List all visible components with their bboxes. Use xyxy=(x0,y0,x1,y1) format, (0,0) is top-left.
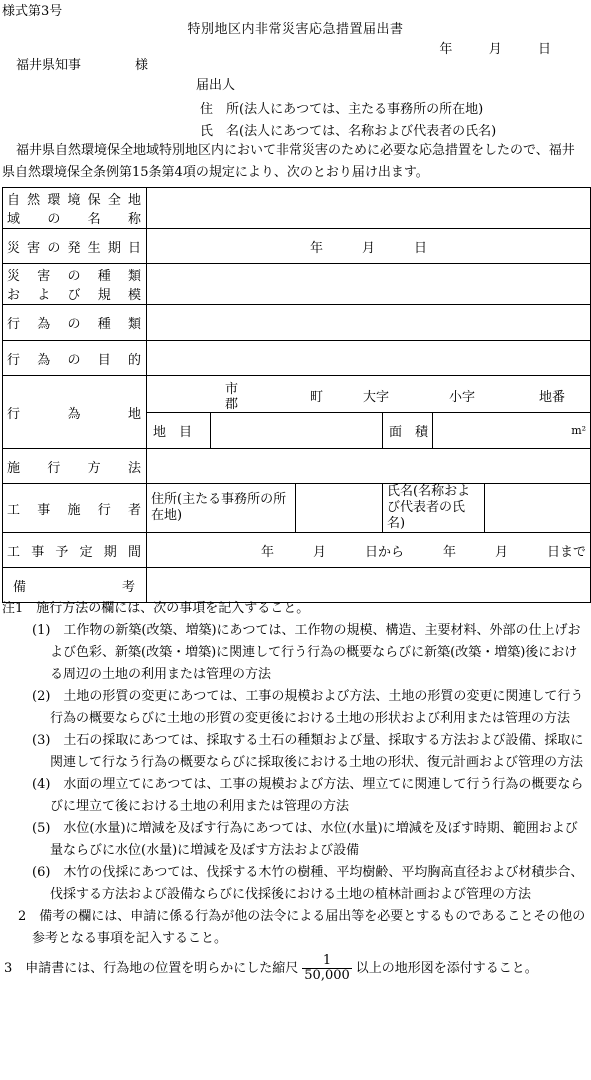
scale-denominator: 50,000 xyxy=(304,968,350,983)
note-2: 2 備考の欄には、申請に係る行為が他の法令による届出等を必要とするものであることその他の参考となる事項を記入すること。 xyxy=(18,909,586,946)
place-chiban: 地番 xyxy=(539,390,566,405)
applicant-name-label: 氏 名(法人にあつては、名称および代表者の氏名) xyxy=(200,124,497,139)
date-line xyxy=(439,38,551,57)
row-act-purpose xyxy=(3,341,591,376)
label-contractor-name: 氏名(名称および代表者の氏名) xyxy=(383,484,485,533)
document-title: 特別地区内非常災害応急措置届出書 xyxy=(187,22,404,37)
place-oaza: 大字 xyxy=(363,390,390,405)
note-1-item-1: (1) 工作物の新築(改築、増築)にあつては、工作物の規模、構造、主要材料、外部の仕上げおよび色彩、新築(改築・増築)に関連して行う行為の概要ならびに新築(改築・増築)後における周辺の土地の利用または管理の方法 xyxy=(32,623,581,682)
note-1-item-4: (4) 水面の埋立てにあつては、工事の規模および方法、埋立てに関連して行う行為の概要ならびに埋立て後における土地の利用または管理の方法 xyxy=(32,777,584,814)
place-koaza: 小字 xyxy=(449,390,476,405)
label-method: 施 行 方 法 xyxy=(3,449,147,484)
note-3 xyxy=(2,954,590,983)
field-disaster-type[interactable] xyxy=(147,264,591,305)
field-disaster-date[interactable]: 年 月 日 xyxy=(147,229,591,264)
label-schedule: 工事予定期間 xyxy=(3,533,147,568)
field-act-type[interactable] xyxy=(147,305,591,341)
row-area-name xyxy=(3,188,591,229)
place-shi: 市 xyxy=(225,382,239,397)
row-act-place-location xyxy=(3,376,591,413)
row-disaster-date xyxy=(3,229,591,264)
label-act-purpose: 行 為 の 目 的 xyxy=(3,341,147,376)
scale-fraction xyxy=(302,954,352,983)
label-act-type: 行 為 の 種 類 xyxy=(3,305,147,341)
row-act-type xyxy=(3,305,591,341)
row-method xyxy=(3,449,591,484)
note-1-item-6: (6) 木竹の伐採にあつては、伐採する木竹の樹種、平均樹齢、平均胸高直径および材積歩合、伐採する方法および設備ならびに伐採後における土地の植林計画および管理の方法 xyxy=(32,865,584,902)
addressee xyxy=(16,54,148,73)
place-machi: 町 xyxy=(310,390,324,405)
addressee-suffix: 様 xyxy=(135,58,149,73)
field-area-name[interactable] xyxy=(147,188,591,229)
scale-numerator: 1 xyxy=(302,954,352,969)
applicant-address-label: 住 所(法人にあつては、主たる事務所の所在地) xyxy=(200,102,484,117)
field-act-purpose[interactable] xyxy=(147,341,591,376)
label-chimoku: 地 目 xyxy=(147,413,211,449)
label-disaster-type: 災 害 の 種 類 お よ び 規 模 xyxy=(3,264,147,305)
unit-m2: m² xyxy=(571,424,587,437)
field-method[interactable] xyxy=(147,449,591,484)
field-chimoku[interactable] xyxy=(211,413,383,449)
note-1-item-3: (3) 土石の採取にあつては、採取する土石の種類および量、採取する方法および設備、採取に関連して行なう行為の概要ならびに採取後における土地の形状、復元計画および管理の方法 xyxy=(32,733,584,770)
field-menseki[interactable] xyxy=(433,413,591,449)
note-1-item-5: (5) 水位(水量)に増減を及ぼす行為にあつては、水位(水量)に増減を及ぼす時期、範囲および量ならびに水位(水量)に増減を及ぼす方法および設備 xyxy=(32,821,578,858)
row-contractor xyxy=(3,484,591,533)
row-schedule xyxy=(3,533,591,568)
field-contractor-address[interactable] xyxy=(296,484,383,533)
date-day: 日 xyxy=(537,42,551,57)
date-month: 月 xyxy=(488,42,502,57)
note-3-pre: 3 申請書には、行為地の位置を明らかにした縮尺 xyxy=(4,961,299,976)
application-form-table xyxy=(2,187,591,603)
date-year: 年 xyxy=(439,42,453,57)
label-menseki: 面 積 xyxy=(383,413,433,449)
notes-section xyxy=(2,598,590,983)
label-remarks: 備 考 xyxy=(3,568,147,603)
intro-paragraph: 福井県自然環境保全地域特別地区内において非常災害のために必要な応急措置をしたので、福井県自然環境保全条例第15条第4項の規定により、次のとおり届け出ます。 xyxy=(2,143,575,180)
note-1-item-2: (2) 土地の形質の変更にあつては、工事の規模および方法、土地の形質の変更に関連して行う行為の概要ならびに土地の形質の変更後における土地の形状および利用または管理の方法 xyxy=(32,689,584,726)
place-gun: 郡 xyxy=(225,397,239,412)
label-act-place: 行 為 地 xyxy=(3,376,147,449)
field-contractor-name[interactable] xyxy=(485,484,591,533)
label-contractor-address: 住所(主たる事務所の所在地) xyxy=(147,484,296,533)
field-act-place-location[interactable] xyxy=(147,376,591,413)
form-number: 様式第3号 xyxy=(2,4,63,19)
addressee-name: 福井県知事 xyxy=(16,58,82,73)
label-contractor: 工 事 施 行 者 xyxy=(3,484,147,533)
note-3-post: 以上の地形図を添付すること。 xyxy=(355,961,538,976)
applicant-label: 届出人 xyxy=(196,78,236,93)
note-1: 注1 施行方法の欄には、次の事項を記入すること。 xyxy=(2,601,310,616)
label-disaster-date: 災害の発生期日 xyxy=(3,229,147,264)
label-area-name: 自然環境保全地 域 の 名 称 xyxy=(3,188,147,229)
row-disaster-type xyxy=(3,264,591,305)
field-schedule[interactable]: 年 月 日から 年 月 日まで xyxy=(147,533,591,568)
